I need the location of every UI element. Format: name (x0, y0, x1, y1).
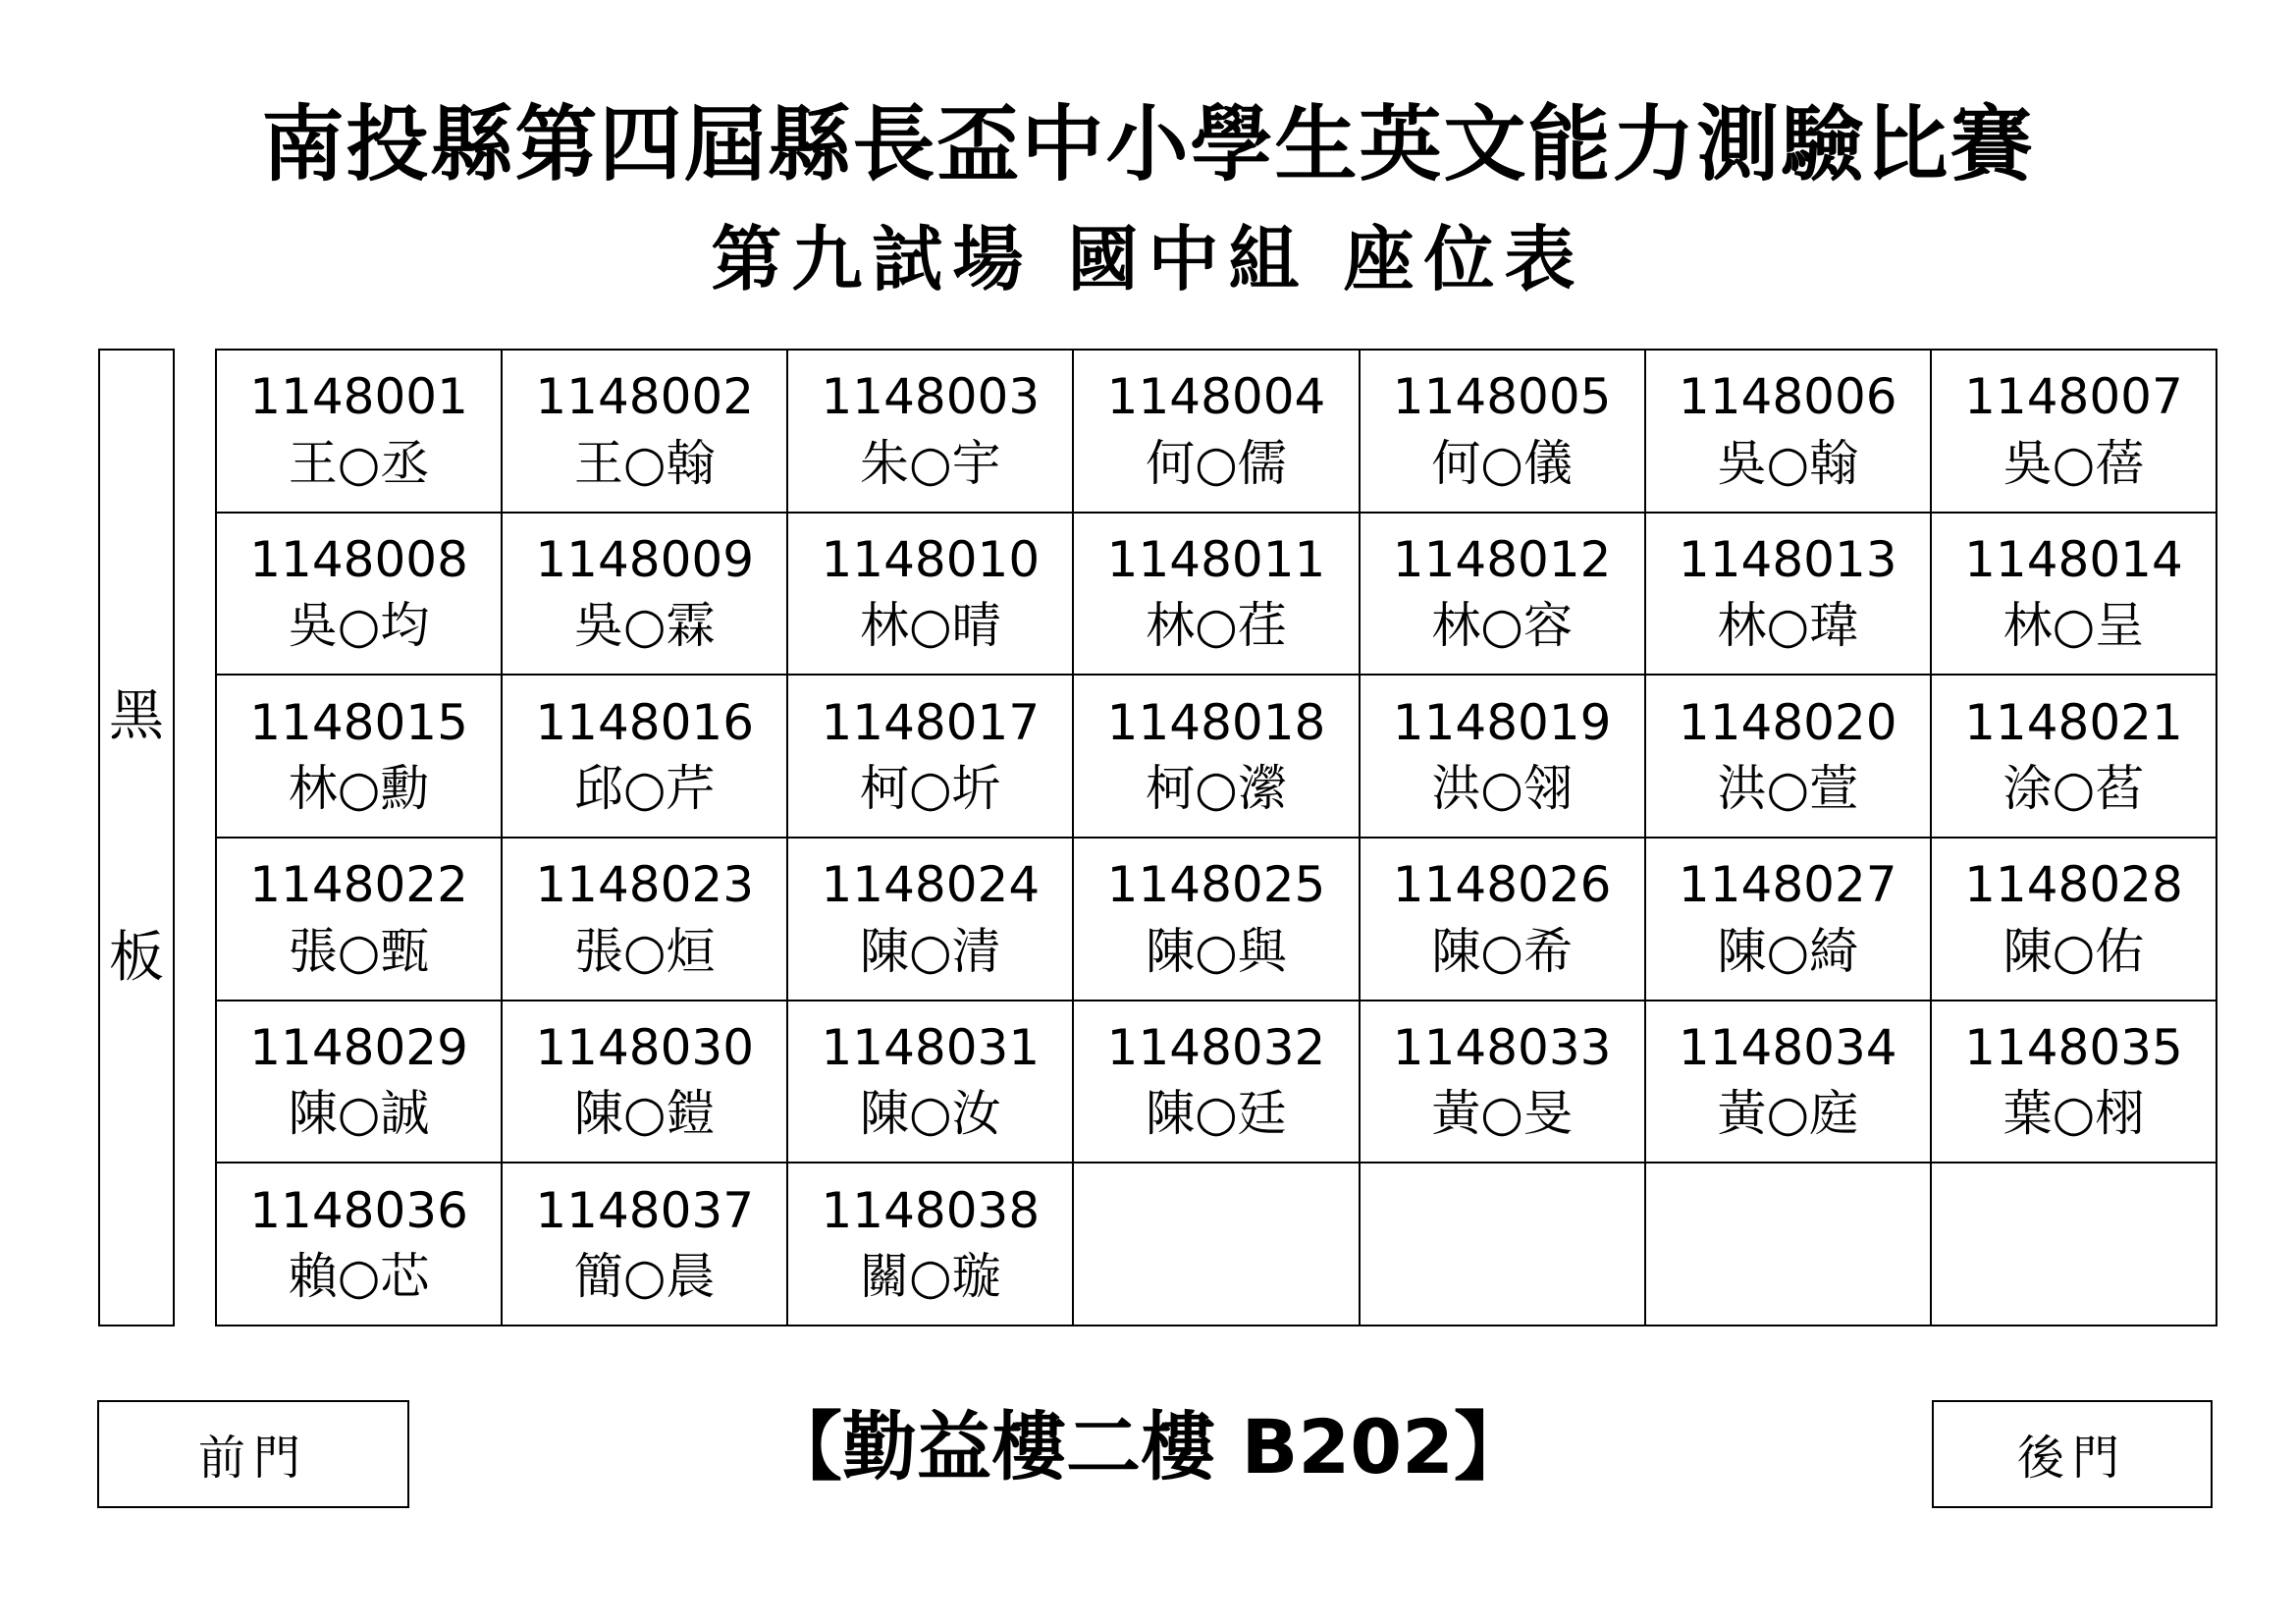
seat-row (216, 1163, 2216, 1326)
seat-cell (1931, 513, 2216, 676)
seat-student-id: 1148003 (821, 368, 1041, 426)
seat-student-id: 1148036 (249, 1181, 468, 1239)
seat-student-id: 1148027 (1678, 856, 1897, 914)
seat-student-name: 黃○旻 (1431, 1085, 1573, 1143)
blackboard (98, 349, 175, 1326)
seat-cell (787, 513, 1073, 676)
seat-cell (1360, 1001, 1645, 1164)
room-location: 【勤益樓二樓 B202】 (767, 1403, 1529, 1490)
seat-cell (1073, 838, 1359, 1001)
seat-row (216, 1001, 2216, 1164)
seat-student-name: 陳○佑 (2002, 922, 2145, 980)
seat-cell (1931, 1163, 2216, 1326)
seat-cell (787, 1163, 1073, 1326)
seat-cell (1645, 1001, 1931, 1164)
seat-cell (1073, 1163, 1359, 1326)
seat-cell (502, 1001, 787, 1164)
seat-student-id: 1148023 (535, 856, 755, 914)
front-door: 前門 (97, 1400, 409, 1508)
seat-cell (1360, 1163, 1645, 1326)
seat-student-name: 陳○鎧 (573, 1085, 716, 1143)
seat-student-name: 柯○瀠 (1146, 760, 1287, 818)
seat-cell (1645, 675, 1931, 838)
seat-student-name: 林○晴 (860, 597, 1001, 655)
seat-student-id: 1148009 (535, 530, 755, 588)
seat-cell (502, 838, 787, 1001)
seat-cell (1073, 1001, 1359, 1164)
seat-cell (502, 675, 787, 838)
seat-student-name: 林○呈 (2002, 597, 2145, 655)
seat-student-name: 王○丞 (288, 434, 430, 492)
seat-student-id: 1148028 (1964, 856, 2183, 914)
seat-cell (1360, 350, 1645, 513)
seat-student-name: 陳○廷 (1146, 1085, 1287, 1143)
seat-cell (1645, 513, 1931, 676)
seat-student-name: 吳○均 (288, 597, 430, 655)
seat-cell (1645, 350, 1931, 513)
seat-student-name: 葉○栩 (2002, 1085, 2145, 1143)
seat-row (216, 350, 2216, 513)
seat-student-name: 何○儒 (1146, 434, 1287, 492)
seat-cell (787, 1001, 1073, 1164)
seat-row (216, 675, 2216, 838)
seat-cell (216, 838, 502, 1001)
seat-student-id: 1148010 (821, 530, 1041, 588)
seating-table (215, 349, 2217, 1326)
seat-student-name: 關○璇 (860, 1248, 1001, 1306)
seat-row (216, 513, 2216, 676)
seat-cell (1360, 513, 1645, 676)
seat-cell (216, 675, 502, 838)
seat-cell (1645, 838, 1931, 1001)
seat-cell (787, 838, 1073, 1001)
seat-student-id: 1148019 (1392, 693, 1612, 751)
seat-student-name: 陳○與 (1146, 922, 1287, 980)
seat-student-id: 1148033 (1392, 1018, 1612, 1076)
seat-cell (787, 675, 1073, 838)
seat-student-id: 1148031 (821, 1018, 1041, 1076)
seat-cell (502, 350, 787, 513)
seat-student-name: 陳○希 (1431, 922, 1573, 980)
seat-student-id: 1148014 (1964, 530, 2183, 588)
seat-student-name: 賴○芯 (288, 1248, 430, 1306)
seat-student-id: 1148025 (1106, 856, 1326, 914)
seat-cell (502, 513, 787, 676)
seat-student-id: 1148026 (1392, 856, 1612, 914)
seat-cell (1931, 838, 2216, 1001)
seat-student-id: 1148002 (535, 368, 755, 426)
seat-student-id: 1148035 (1964, 1018, 2183, 1076)
seat-student-id: 1148016 (535, 693, 755, 751)
seat-cell (1073, 675, 1359, 838)
seat-student-name: 陳○汝 (860, 1085, 1001, 1143)
seat-student-id: 1148008 (249, 530, 468, 588)
seat-cell (1073, 513, 1359, 676)
seat-cell (1360, 838, 1645, 1001)
seat-student-name: 林○荏 (1146, 597, 1287, 655)
seat-cell (216, 1001, 502, 1164)
seat-student-name: 陳○誠 (288, 1085, 430, 1143)
seat-cell (216, 350, 502, 513)
seat-student-id: 1148038 (821, 1181, 1041, 1239)
seat-cell (1073, 350, 1359, 513)
page-subtitle: 第九試場 國中組 座位表 (711, 217, 1585, 300)
seat-student-id: 1148015 (249, 693, 468, 751)
seat-student-id: 1148030 (535, 1018, 755, 1076)
seat-student-name: 柯○圻 (860, 760, 1001, 818)
seat-student-name: 吳○霖 (573, 597, 716, 655)
seat-student-id: 1148007 (1964, 368, 2183, 426)
seat-student-name: 吳○蓓 (2002, 434, 2145, 492)
seat-cell (1931, 1001, 2216, 1164)
seat-student-id: 1148013 (1678, 530, 1897, 588)
seat-student-id: 1148018 (1106, 693, 1326, 751)
seat-student-id: 1148017 (821, 693, 1041, 751)
seat-student-name: 吳○翰 (1717, 434, 1859, 492)
seat-student-id: 1148005 (1392, 368, 1612, 426)
seat-student-name: 林○容 (1431, 597, 1573, 655)
seat-cell (787, 350, 1073, 513)
seat-student-id: 1148034 (1678, 1018, 1897, 1076)
seat-student-name: 黃○庭 (1717, 1085, 1859, 1143)
seat-student-id: 1148024 (821, 856, 1041, 914)
seat-cell (1931, 675, 2216, 838)
seat-student-id: 1148006 (1678, 368, 1897, 426)
seat-student-name: 涂○萏 (2002, 760, 2145, 818)
seat-cell (216, 513, 502, 676)
seat-student-id: 1148020 (1678, 693, 1897, 751)
seat-student-name: 何○儀 (1431, 434, 1573, 492)
seat-student-name: 林○瑋 (1717, 597, 1859, 655)
seat-student-name: 邱○芹 (573, 760, 716, 818)
seat-student-id: 1148037 (535, 1181, 755, 1239)
seat-student-name: 張○甄 (288, 922, 430, 980)
seat-cell (1931, 350, 2216, 513)
seat-row (216, 838, 2216, 1001)
seat-student-name: 陳○清 (860, 922, 1001, 980)
seat-student-name: 張○烜 (573, 922, 716, 980)
seat-cell (1645, 1163, 1931, 1326)
seat-student-id: 1148011 (1106, 530, 1326, 588)
seat-student-name: 朱○宇 (860, 434, 1001, 492)
seat-student-id: 1148004 (1106, 368, 1326, 426)
seat-cell (502, 1163, 787, 1326)
seat-student-name: 陳○綺 (1717, 922, 1859, 980)
seat-cell (1360, 675, 1645, 838)
back-door: 後門 (1932, 1400, 2213, 1508)
seat-student-id: 1148032 (1106, 1018, 1326, 1076)
seat-cell (216, 1163, 502, 1326)
blackboard-label-2: 板 (109, 926, 164, 990)
seat-student-id: 1148021 (1964, 693, 2183, 751)
seat-student-name: 洪○翎 (1431, 760, 1573, 818)
seat-student-name: 王○翰 (573, 434, 716, 492)
blackboard-label-1: 黑 (109, 684, 164, 748)
seat-student-id: 1148001 (249, 368, 468, 426)
seat-student-name: 林○勳 (288, 760, 430, 818)
seat-student-id: 1148022 (249, 856, 468, 914)
page-title: 南投縣第四屆縣長盃中小學生英文能力測驗比賽 (261, 96, 2035, 192)
seat-student-name: 洪○萱 (1717, 760, 1859, 818)
seat-student-id: 1148012 (1392, 530, 1612, 588)
seat-student-name: 簡○晨 (573, 1248, 716, 1306)
seat-student-id: 1148029 (249, 1018, 468, 1076)
